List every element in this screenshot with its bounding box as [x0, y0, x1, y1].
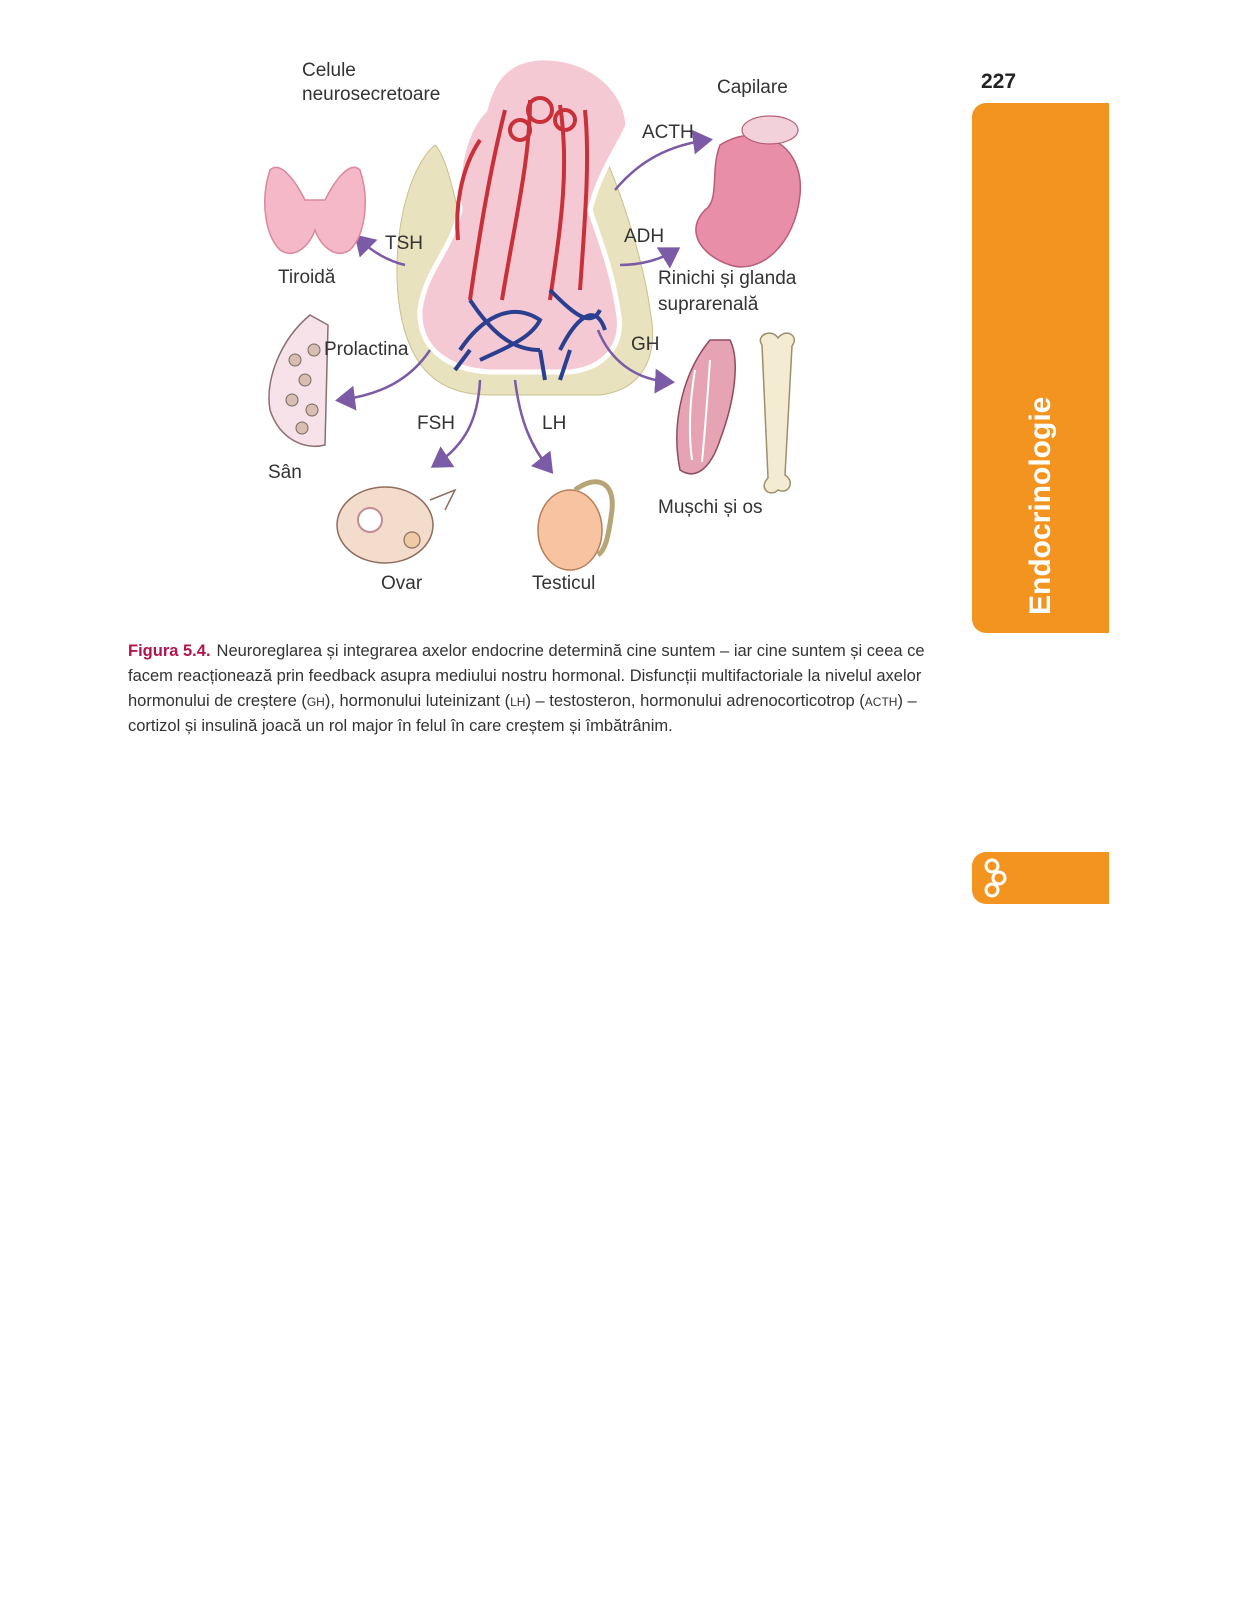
- ovary-icon: [337, 487, 433, 563]
- chapter-tab: [972, 103, 1109, 633]
- label-adh: ADH: [624, 226, 665, 247]
- caption-abbr-gh: gh: [306, 691, 325, 710]
- caption-text-3: ) – testosteron, hormonului adrenocorticotrop (: [525, 691, 865, 710]
- icon-tab: [972, 852, 1109, 904]
- caption-abbr-acth: acth: [864, 691, 898, 710]
- label-prolactina: Prolactina: [324, 339, 409, 360]
- caption-abbr-lh: lh: [510, 691, 526, 710]
- endocrine-diagram: [240, 50, 840, 620]
- label-neurosecretoare: neurosecretoare: [302, 84, 441, 105]
- caption-text-2: ), hormonului luteinizant (: [324, 691, 511, 710]
- adrenal-gland-icon: [742, 116, 798, 144]
- chapter-tab-label: Endocrinologie: [1023, 396, 1057, 615]
- label-celule: Celule: [302, 60, 356, 81]
- label-tiroida: Tiroidă: [278, 267, 336, 288]
- label-capilare: Capilare: [717, 77, 788, 98]
- testis-icon: [538, 490, 602, 570]
- figure-5-4: [240, 50, 840, 620]
- thyroid-icon: [265, 167, 365, 253]
- label-san: Sân: [268, 462, 302, 483]
- page-number: 227: [981, 70, 1017, 93]
- chain-links-icon: [982, 856, 1010, 900]
- kidney-icon: [696, 135, 800, 267]
- label-lh: LH: [542, 413, 567, 434]
- bone-icon: [760, 333, 794, 493]
- label-muschi: Mușchi și os: [658, 497, 763, 518]
- label-tsh: TSH: [385, 233, 423, 254]
- label-ovar: Ovar: [381, 573, 423, 594]
- caption-label: Figura 5.4.: [128, 641, 211, 660]
- caption-text-1: Neuroreglarea și integrarea axelor endocrine determină cine suntem – iar cine suntem și ceea ce facem reacționează prin feedback asupra mediului nostru hormonal. Disfuncții multifactoriale la nivelul axelor hormonului de creștere (: [128, 641, 925, 710]
- label-rinichi: Rinichi și glanda: [658, 268, 797, 289]
- label-gh: GH: [631, 334, 660, 355]
- label-fsh: FSH: [417, 413, 455, 434]
- label-acth: ACTH: [642, 122, 694, 143]
- label-suprarenala: suprarenală: [658, 294, 759, 315]
- caption-text-4: ) – cortizol și insulină joacă un rol major în felul în care creștem și îmbătrânim.: [128, 691, 917, 735]
- figure-caption: [128, 639, 953, 739]
- label-testicul: Testicul: [532, 573, 596, 594]
